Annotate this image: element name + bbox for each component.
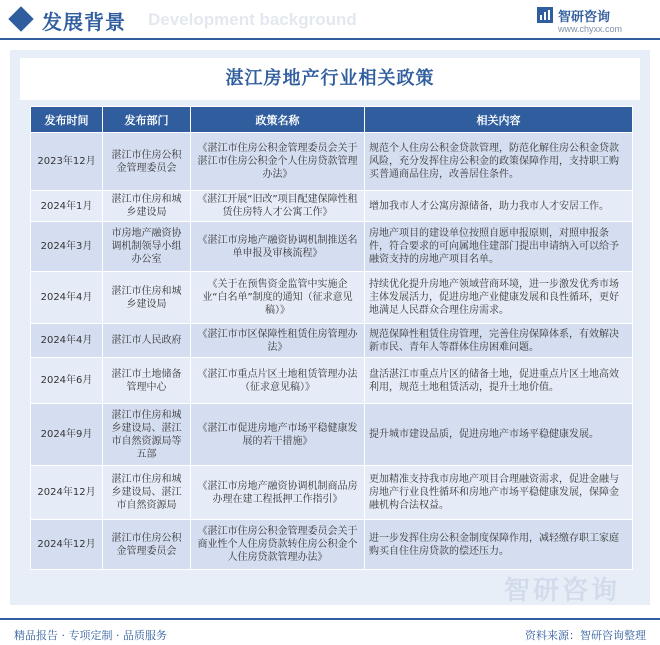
policy-name-cell: 《湛江市房地产融资协调机制推送名单申报及审核流程》	[191, 222, 365, 272]
table-row	[31, 191, 633, 222]
date-cell: 2024年1月	[31, 191, 103, 222]
footer-bar	[0, 618, 660, 645]
diamond-icon	[8, 6, 33, 31]
footer-source: 资料来源：智研咨询整理	[525, 629, 646, 642]
table-title: 湛江房地产行业相关政策	[20, 58, 640, 100]
column-header: 发布时间	[31, 107, 103, 133]
content-cell: 提升城市建设品质，促进房地产市场平稳健康发展。	[365, 404, 633, 466]
department-cell: 湛江市住房公积金管理委员会	[103, 133, 191, 191]
department-cell: 湛江市住房和城乡建设局、湛江市自然资源局等五部	[103, 404, 191, 466]
table-row	[31, 466, 633, 520]
date-cell: 2024年4月	[31, 272, 103, 324]
column-header: 相关内容	[365, 107, 633, 133]
brand-logo-icon	[536, 6, 554, 24]
watermark: 智研咨询	[503, 576, 620, 606]
department-cell: 湛江市住房和城乡建设局、湛江市自然资源局	[103, 466, 191, 520]
department-cell: 湛江市住房和城乡建设局	[103, 272, 191, 324]
department-cell: 市房地产融资协调机制领导小组办公室	[103, 222, 191, 272]
date-cell: 2024年4月	[31, 324, 103, 358]
footer-slogan: 精品报告 · 专项定制 · 品质服务	[14, 629, 167, 642]
table-row	[31, 358, 633, 404]
date-cell: 2024年12月	[31, 520, 103, 570]
department-cell: 湛江市住房和城乡建设局	[103, 191, 191, 222]
date-cell: 2024年9月	[31, 404, 103, 466]
content-cell: 盘活湛江市重点片区的储备土地，促进重点片区土地高效利用，规范土地租赁活动，提升土地价值。	[365, 358, 633, 404]
content-cell: 房地产项目的建设单位按照自愿申报原则，对照申报条件，符合要求的可向属地住建部门提出申请纳入可以给予融资支持的房地产项目名单。	[365, 222, 633, 272]
brand-logo	[536, 4, 646, 38]
policy-name-cell: 《湛江市重点片区土地租赁管理办法（征求意见稿）》	[191, 358, 365, 404]
content-cell: 规范保障性租赁住房管理，完善住房保障体系，有效解决新市民、青年人等群体住房困难问题。	[365, 324, 633, 358]
department-cell: 湛江市住房公积金管理委员会	[103, 520, 191, 570]
brand-name: 智研咨询	[558, 10, 611, 25]
page-title: 发展背景	[42, 10, 126, 34]
date-cell: 2023年12月	[31, 133, 103, 191]
department-cell: 湛江市人民政府	[103, 324, 191, 358]
header-rule	[0, 38, 660, 40]
content-cell: 持续优化提升房地产领域营商环境，进一步激发优秀市场主体发展活力，促进房地产业健康发展和良性循环，更好地满足人民群众合理住房需求。	[365, 272, 633, 324]
policy-name-cell: 《湛江市促进房地产市场平稳健康发展的若干措施》	[191, 404, 365, 466]
table-row	[31, 272, 633, 324]
department-cell: 湛江市土地储备管理中心	[103, 358, 191, 404]
policy-name-cell: 《湛江开展“旧改”项目配建保障性租赁住房特人才公寓工作》	[191, 191, 365, 222]
policy-name-cell: 《湛江市住房公积金管理委员会关于商业性个人住房贷款转住房公积金个人住房贷款管理办法》	[191, 520, 365, 570]
policy-table	[30, 106, 633, 570]
content-cell: 增加我市人才公寓房源储备，助力我市人才安居工作。	[365, 191, 633, 222]
header-bar	[0, 0, 660, 40]
content-cell: 规范个人住房公积金贷款管理，防范化解住房公积金贷款风险，充分发挥住房公积金的政策保障作用，支持职工购买普通商品住房，改善居住条件。	[365, 133, 633, 191]
date-cell: 2024年12月	[31, 466, 103, 520]
column-header: 发布部门	[103, 107, 191, 133]
date-cell: 2024年6月	[31, 358, 103, 404]
date-cell: 2024年3月	[31, 222, 103, 272]
table-row	[31, 520, 633, 570]
table-row	[31, 324, 633, 358]
content-cell: 更加精准支持我市房地产项目合理融资需求，促进金融与房地产行业良性循环和房地产市场平稳健康发展，保障金融机构合法权益。	[365, 466, 633, 520]
brand-url: www.chyxx.com	[558, 24, 623, 34]
column-header: 政策名称	[191, 107, 365, 133]
table-row	[31, 133, 633, 191]
policy-name-cell: 《湛江市市区保障性租赁住房管理办法》	[191, 324, 365, 358]
policy-name-cell: 《湛江市住房公积金管理委员会关于湛江市住房公积金个人住房贷款管理办法》	[191, 133, 365, 191]
header-ghost-text: Development background	[148, 10, 357, 29]
table-row	[31, 222, 633, 272]
policy-name-cell: 《关于在预售资金监管中实施企业“白名单”制度的通知（征求意见稿）》	[191, 272, 365, 324]
policy-name-cell: 《湛江市房地产融资协调机制商品房办理在建工程抵押工作指引》	[191, 466, 365, 520]
table-header-row	[31, 107, 633, 133]
content-cell: 进一步发挥住房公积金制度保障作用，减轻缴存职工家庭购买自住住房贷款的偿还压力。	[365, 520, 633, 570]
table-row	[31, 404, 633, 466]
